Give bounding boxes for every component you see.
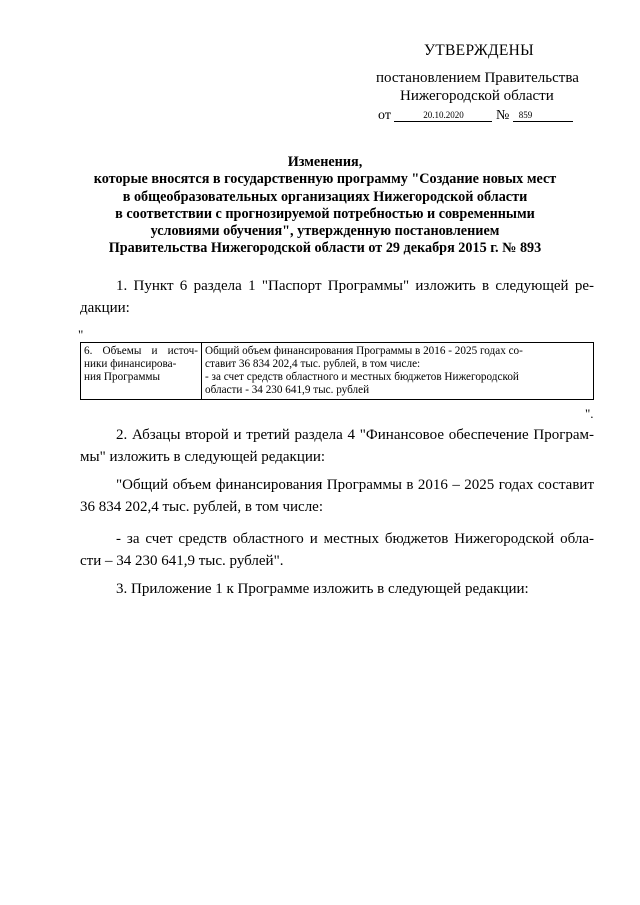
table-label-line-1: 6. Объемы и источ- — [84, 345, 198, 357]
table-label-line-2: ники финансирова- — [84, 358, 177, 370]
item-1 — [80, 275, 594, 319]
table-value-line-2: ставит 36 834 202,4 тыс. рублей, в том числе: — [205, 358, 421, 370]
approval-line-2: Нижегородской области — [400, 88, 554, 104]
approval-from-label: от — [378, 108, 391, 123]
approval-heading: УТВЕРЖДЕНЫ — [424, 42, 534, 59]
item-3 — [80, 578, 594, 600]
table-cell-label — [81, 343, 202, 400]
approval-date: 20.10.2020 — [394, 109, 492, 122]
table-open-quote: " — [78, 327, 84, 342]
item-3-line-1: 3. Приложение 1 к Программе изложить в следующей редакции: — [116, 581, 529, 597]
item-2-budget — [80, 528, 594, 572]
item-1-line-2: дакции: — [80, 300, 130, 316]
item-1-line-1: 1. Пункт 6 раздела 1 "Паспорт Программы" изложить в следующей ре- — [116, 278, 594, 294]
item-2-line-3: "Общий объем финансирования Программы в 2016 – 2025 годах составит — [116, 477, 594, 493]
approval-number-label: № — [495, 108, 510, 123]
table-cell-value — [202, 343, 594, 400]
item-2 — [80, 424, 594, 468]
approval-number: 859 — [513, 109, 573, 122]
passport-table — [80, 342, 594, 400]
item-2-line-2: мы" изложить в следующей редакции: — [80, 449, 326, 465]
item-2-quote — [80, 474, 594, 518]
approval-date-line — [378, 108, 573, 124]
title-line-1: Изменения, — [287, 154, 363, 170]
item-2-line-5: - за счет средств областного и местных бюджетов Нижегородской обла- — [116, 531, 594, 547]
table-value-line-4: области - 34 230 641,9 тыс. рублей — [205, 384, 370, 396]
item-2-line-1: 2. Абзацы второй и третий раздела 4 "Финансовое обеспечение Програм- — [116, 427, 594, 443]
approval-line-1: постановлением Правительства — [376, 70, 579, 86]
table-label-line-3: ния Программы — [84, 371, 161, 383]
title-line-2: которые вносятся в государственную программу "Создание новых мест — [93, 171, 557, 188]
item-2-line-4: 36 834 202,4 тыс. рублей, в том числе: — [80, 499, 324, 515]
table-value-line-3: - за счет средств областного и местных бюджетов Нижегородской — [205, 371, 519, 383]
table-close-quote: ". — [585, 406, 594, 421]
item-2-line-6: сти – 34 230 641,9 тыс. рублей". — [80, 553, 284, 569]
title-line-6: Правительства Нижегородской области от 29 декабря 2015 г. № 893 — [108, 240, 542, 257]
title-line-5: условиями обучения", утвержденную постановлением — [150, 223, 500, 240]
title-line-4: в соответствии с прогнозируемой потребностью и современными — [115, 205, 535, 222]
table-value-line-1: Общий объем финансирования Программы в 2016 - 2025 годах со- — [205, 345, 523, 357]
document-title — [60, 154, 590, 258]
table-row — [81, 343, 594, 400]
title-line-3: в общеобразовательных организациях Нижегородской области — [122, 188, 528, 205]
